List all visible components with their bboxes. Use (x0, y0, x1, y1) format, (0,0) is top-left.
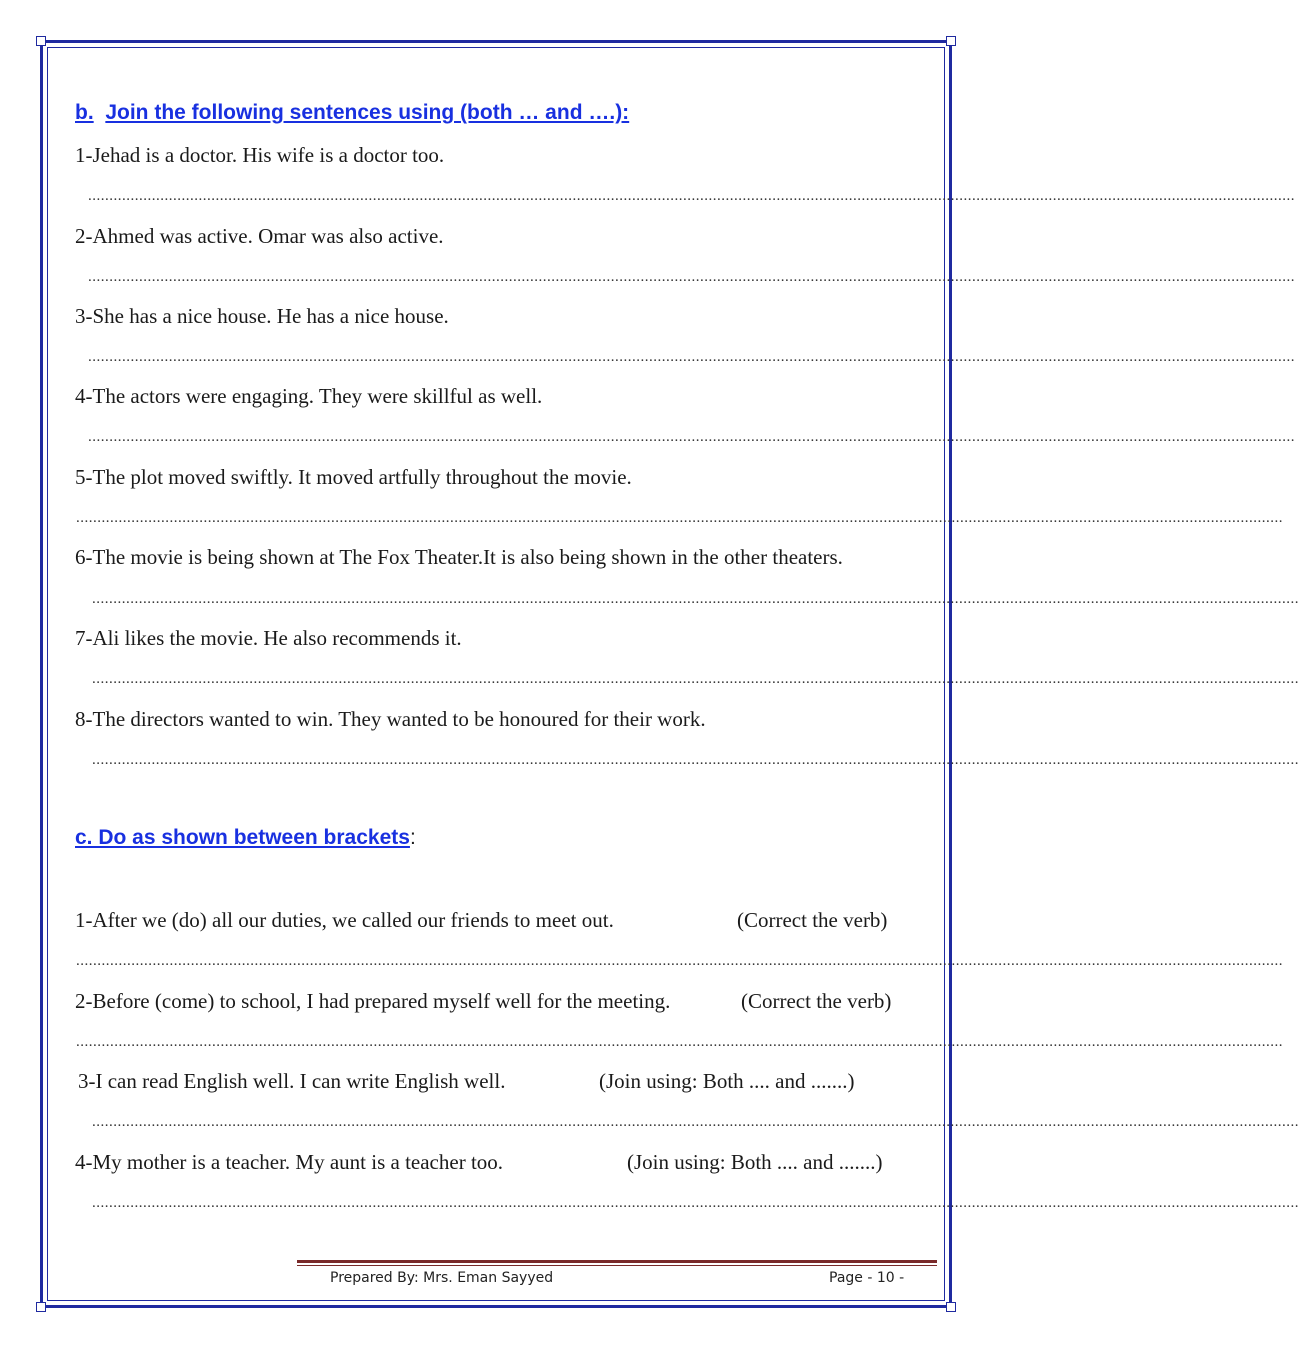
question-c-1-hint: (Correct the verb) (737, 908, 888, 932)
answer-line-b-1[interactable]: ............................................................................................................................................................................................................................................................................................ (88, 188, 1295, 204)
corner-ornament (946, 36, 956, 46)
answer-line-c-1[interactable]: ............................................................................................................................................................................................................................................................................................ (76, 953, 1283, 969)
corner-ornament (36, 36, 46, 46)
footer-divider-thin (297, 1265, 937, 1266)
question-c-1: 1-After we (do) all our duties, we called our friends to meet out. (75, 908, 614, 932)
question-b-5: 5-The plot moved swiftly. It moved artfully throughout the movie. (75, 465, 632, 489)
answer-line-b-5[interactable]: ............................................................................................................................................................................................................................................................................................ (76, 510, 1283, 526)
question-c-2: 2-Before (come) to school, I had prepared myself well for the meeting. (75, 989, 671, 1013)
section-b-letter: b. (75, 101, 94, 124)
answer-line-b-2[interactable]: ............................................................................................................................................................................................................................................................................................ (88, 269, 1295, 285)
footer-page-number: Page - 10 - (829, 1270, 905, 1286)
question-b-8: 8-The directors wanted to win. They wanted to be honoured for their work. (75, 707, 706, 731)
answer-line-c-3[interactable]: ............................................................................................................................................................................................................................................................................................ (92, 1114, 1299, 1130)
answer-line-b-3[interactable]: ............................................................................................................................................................................................................................................................................................ (88, 349, 1295, 365)
footer-divider (297, 1260, 937, 1263)
answer-line-c-2[interactable]: ............................................................................................................................................................................................................................................................................................ (76, 1034, 1283, 1050)
section-b-heading (75, 101, 629, 125)
question-b-1: 1-Jehad is a doctor. His wife is a doctor too. (75, 143, 445, 167)
question-c-2-hint: (Correct the verb) (741, 989, 892, 1013)
question-b-2: 2-Ahmed was active. Omar was also active. (75, 224, 444, 248)
question-b-7: 7-Ali likes the movie. He also recommends it. (75, 626, 462, 650)
answer-line-b-7[interactable]: ............................................................................................................................................................................................................................................................................................ (92, 671, 1299, 687)
question-b-4: 4-The actors were engaging. They were skillful as well. (75, 384, 543, 408)
answer-line-b-4[interactable]: ............................................................................................................................................................................................................................................................................................ (88, 429, 1295, 445)
question-c-4-hint: (Join using: Both .... and .......) (627, 1150, 883, 1174)
section-c-colon: : (409, 826, 416, 849)
answer-line-b-6[interactable]: ............................................................................................................................................................................................................................................................................................ (92, 591, 1299, 607)
corner-ornament (36, 1302, 46, 1312)
answer-line-b-8[interactable]: ............................................................................................................................................................................................................................................................................................ (92, 752, 1299, 768)
footer-author: Prepared By: Mrs. Eman Sayyed (330, 1270, 554, 1286)
question-c-3-hint: (Join using: Both .... and .......) (599, 1069, 855, 1093)
section-b-title: Join the following sentences using (both … and ….): (105, 101, 630, 124)
question-c-3: 3-I can read English well. I can write English well. (78, 1069, 506, 1093)
answer-line-c-4[interactable]: ............................................................................................................................................................................................................................................................................................ (92, 1195, 1299, 1211)
corner-ornament (946, 1302, 956, 1312)
section-c-title: c. Do as shown between brackets (75, 826, 410, 849)
question-c-4: 4-My mother is a teacher. My aunt is a teacher too. (75, 1150, 504, 1174)
section-c-heading (75, 826, 416, 850)
question-b-3: 3-She has a nice house. He has a nice house. (75, 304, 449, 328)
question-b-6: 6-The movie is being shown at The Fox Theater.It is also being shown in the other theaters. (75, 545, 843, 569)
